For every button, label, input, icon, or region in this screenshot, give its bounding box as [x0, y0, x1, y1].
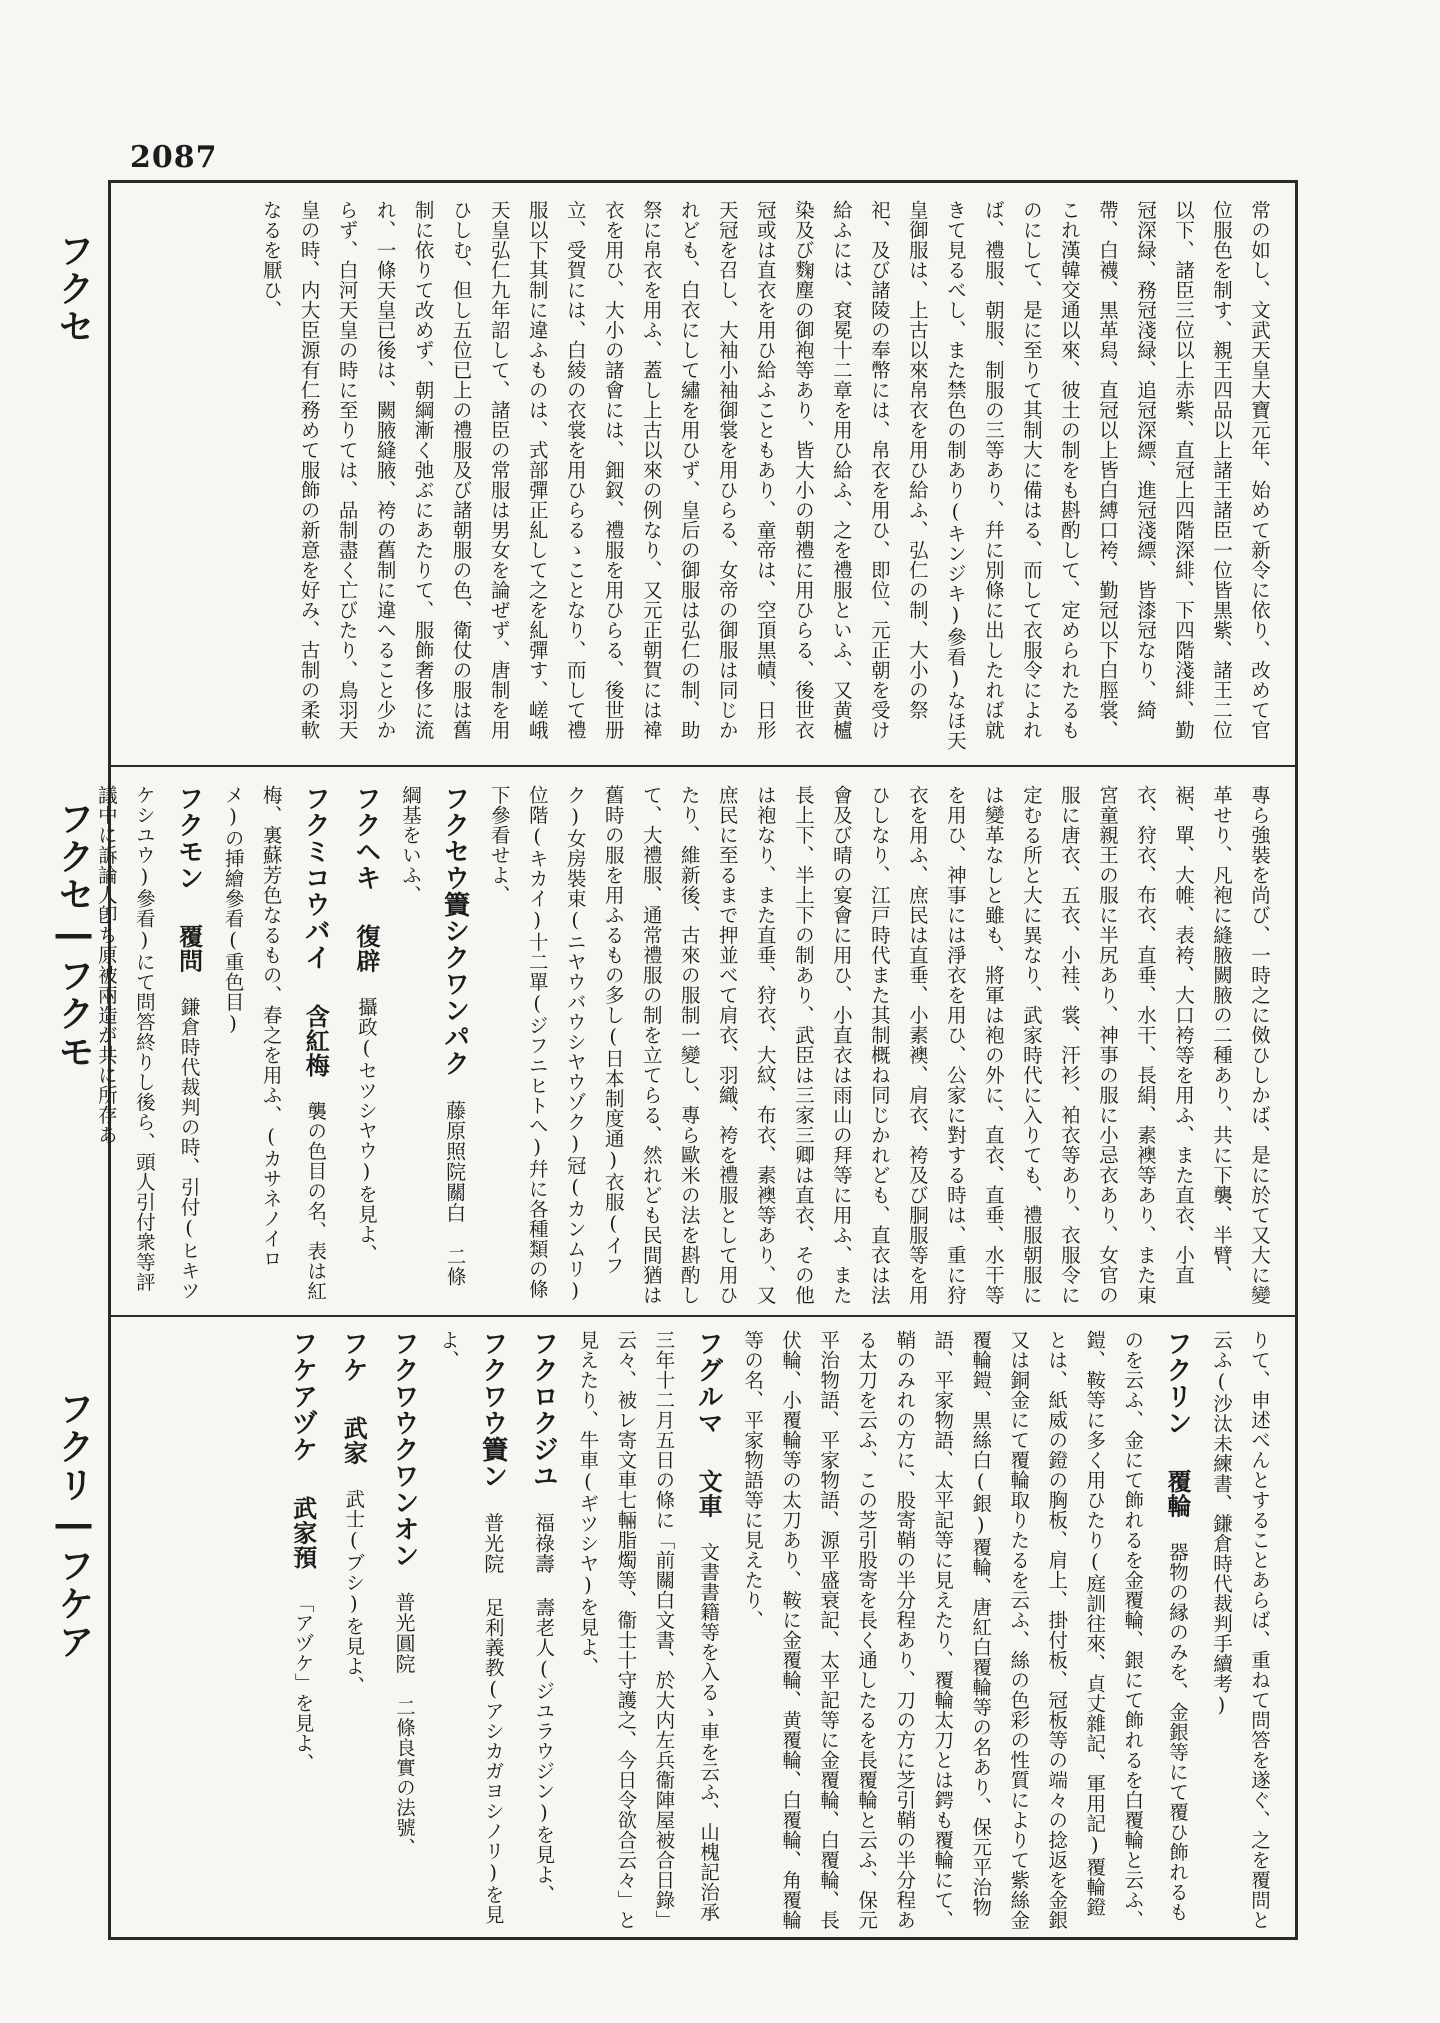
entry-headword: フクワウ簀ン [477, 1330, 508, 1489]
entry-author: 普光院 [480, 1512, 505, 1574]
entry-headword: フグルマ [693, 1330, 724, 1436]
entry-headword: フクヘキ [350, 785, 381, 891]
running-head-upper: フクセ [53, 232, 94, 346]
lower-entry [328, 1330, 379, 1930]
middle-entry [391, 785, 480, 1305]
entry-headword: フクセウ簀シクワンパク [439, 785, 470, 1077]
entry-title: 覆問 [174, 924, 204, 974]
entry-headword: フケアヅケ [287, 1330, 318, 1463]
lower-entry [568, 1330, 733, 1930]
lower-section-text: りて、申述べんとすることあらば、重ねて問答を遂ぐ、之を覆問と云ふ(沙汰未練書、鎌倉時代裁判手續考) [1209, 1330, 1271, 1930]
page-number: 2087 [130, 140, 218, 175]
entry-note: 器物の縁のみを、金銀等にて覆ひ飾れるものを云ふ、金にて飾れるを金覆輪、銀にて飾れるを白覆輪と云ふ、鎧、鞍等に多く用ひたり(庭訓往來、貞丈雜記、軍用記)覆輪鐙とは、紙威の鐙の胸板、肩上、掛付板、冠板等の端々の捻返を金銀又は銅金にて覆輪取りたるを云ふ、絲の色彩の性質によりて紫絲金覆輪鎧、黒絲白(銀)覆輪、唐紅白覆輪等の名あり、保元平治物語、平家物語、太平記等に見えたり、覆輪太刀とは鍔も覆輪にて、鞘のみれの方に、股寄鞘の半分程あり、刀の方に芝引鞘の半分程ある太刀を云ふ、この芝引股寄を長く通したるを長覆輪と云ふ、保元平治物語、平家物語、源平盛衰記、太平記等に金覆輪、白覆輪、長伏輪、小覆輪等の太刀あり、鞍に金覆輪、黄覆輪、白覆輪、角覆輪等の名、平家物語等に見えたり、 [741, 1330, 1189, 1930]
entry-note: 文書書籍等を入るゝ車を云ふ、山槐記治承三年十二月五日の條に「前關白文書、於大内左兵衞陣屋被合日錄」云々、被レ寄文車七輛脂燭等、衞士十守護之、今日令欲合云々」と見えたり、牛車(ギツシヤ)を見よ、 [576, 1330, 721, 1930]
entry-note: 武士(ブシ)を見よ、 [342, 1488, 366, 1696]
entry-headword: フケ [338, 1330, 369, 1383]
entry-title: 武家預 [288, 1495, 318, 1570]
entry-headword: フクロクジユ [528, 1330, 559, 1489]
entry-author: 藤原照院關白 [442, 1100, 467, 1223]
entry-note: 壽老人(ジユラウジン)を見よ、 [532, 1597, 556, 1905]
entry-note: 「アヅケ」を見よ、 [291, 1592, 315, 1773]
upper-section-text: 常の如し、文武天皇大寶元年、始めて新令に依り、改めて官位服色を制す、親王四品以上諸王諸臣一位皆黒紫、諸王二位以下、諸臣三位以上赤紫、直冠上四階深緋、下四階淺緋、勤冠深緑、務冠淺緑、追冠深縹、進冠淺縹、皆漆冠なり、綺帶、白襪、黒革舄、直冠以上皆白縛口袴、勤冠以下白脛裳、これ漢韓交通以來、彼土の制をも斟酌して、定められたるものにして、是に至りて其制大に備はる、而して衣服令によれば、禮服、朝服、制服の三等あり、幷に別條に出したれば就きて見るべし、また禁色の制あり(キンジキ)參看)なほ天皇御服は、上古以來帛衣を用ひ給ふ、弘仁の制、大小の祭祀、及び諸陵の奉幣には、帛衣を用ひ、即位、元正朝を受け給ふには、袞冕十二章を用ひ給ふ、之を禮服といふ、又黄櫨染及び麴塵の御袍等あり、皆大小の朝禮に用ひらる、後世衣冠或は直衣を用ひ給ふこともあり、童帝は、空頂黒幘、日形天冠を召し、大袖小袖御裳を用ひらる、女帝の御服は同じかれども、白衣にして繡を用ひず、皇后の御服は弘仁の制、助祭に帛衣を用ふ、蓋し上古以來の例なり、又元正朝賀には褘衣を用ひ、大小の諸會には、鈿釵、禮服を用ひらる、後世册立、受賀には、白綾の衣裳を用ひらるゝことなり、而して禮服以下其制に違ふものは、式部彈正糺して之を糺彈す、嵯峨天皇弘仁九年詔して、諸臣の常服は男女を論ぜず、唐制を用ひしむ、但し五位已上の禮服及び諸朝服の色、衛仗の服は舊制に依りて改めず、朝綱漸く弛ぶにあたりて、服飾奢侈に流れ、一條天皇已後は、闕腋縫腋、袴の舊制に違へること少からず、白河天皇の時に至りては、品制盡く亡びたり、鳥羽天皇の時、内大臣源有仁務めて服飾の新意を好み、古制の柔軟なるを厭ひ、 [259, 200, 1271, 751]
entry-title: 文車 [694, 1469, 724, 1519]
running-head-lower: フクリ―フケア [53, 1390, 94, 1661]
middle-section-text: 專ら強裝を尚び、一時之に傚ひしかば、是に於て又大に變革せり、凡袍に縫腋闕腋の二種あり、共に下襲、半臂、裾、單、大帷、表袴、大口袴等を用ふ、また直衣、小直衣、狩衣、布衣、直垂、水干、長絹、素襖等あり、また東宮童親王の服に半尻あり、神事の服に小忌衣あり、女官の服に唐衣、五衣、小袿、裳、汗衫、袙衣等あり、衣服令に定むる所と大に異なり、武家時代に入りても、禮服朝服には變革なしと雖も、將軍は袍の外に、直衣、直垂、水干等を用ひ、神事には淨衣を用ひ、公家に對する時は、重に狩衣を用ふ、庶民は直垂、小素襖、肩衣、袴及び胴服等を用ひしなり、江戸時代また其制概ね同じかれども、直衣は法會及び晴の宴會に用ひ、小直衣は雨山の拜等に用ふ、また長上下、半上下の制あり、武臣は三家三卿は直衣、その他は袍なり、また直垂、狩衣、大紋、布衣、素襖等あり、又庶民に至るまで押並べて肩衣、羽織、袴を禮服として用ひたり、維新後、古來の服制一變し、專ら歐米の法を斟酌して、大禮服、通常禮服の制を立てらる、然れども民間猶は舊時の服を用ふるもの多し [601, 785, 1271, 1305]
entry-title: 覆輪 [1162, 1469, 1192, 1519]
entry-headword: フクモン [173, 785, 204, 891]
section-divider-lower [108, 1315, 1298, 1317]
entry-note: 攝政(セツシヤウ)を見よ、 [354, 996, 378, 1264]
lower-entry [429, 1330, 518, 1930]
entry-title: 武家 [339, 1416, 369, 1466]
entry-author: 普光圓院 [391, 1592, 416, 1674]
middle-entry [340, 785, 391, 1305]
entry-headword: フクワウクワンオン [388, 1330, 419, 1569]
entry-note: 二條良實の法號、 [392, 1697, 416, 1858]
entry-note: 鎌倉時代裁判の時、引付(ヒキツケシユウ)參看)にて問答終りし後ら、頭人引付衆等評議中に訴論人卽ち原被兩造が共に所存あ [94, 785, 201, 1301]
entry-note: 襲の色目の名、表は紅梅、裏蘇芳色なるもの、春之を用ふ、(カサネノイロメ)の挿繪參看(重色目) [221, 785, 328, 1301]
section-divider-upper [108, 765, 1298, 767]
lower-entry [518, 1330, 569, 1930]
middle-section [94, 785, 1278, 1305]
middle-entry [87, 785, 214, 1305]
lower-entry [378, 1330, 429, 1930]
entry-headword: フクミコウバイ [300, 785, 331, 971]
entry-title: 復辟 [351, 924, 381, 974]
lower-section [128, 1330, 1278, 1930]
running-head-middle: フクセ―フクモ [53, 800, 94, 1071]
entry-note: 足利義教(アシカガヨシノリ)を見よ、 [437, 1330, 505, 1925]
lower-entry [733, 1330, 1202, 1930]
entry-headword: フクリン [1161, 1330, 1192, 1436]
entry-author: 福祿壽 [531, 1512, 556, 1574]
middle-entry [214, 785, 341, 1305]
entry-note: 二條綱基をいふ、 [398, 785, 467, 1287]
middle-section-text-after: (日本制度通)衣服(イフク)女房裝束(ニヤウバウシヤウゾク)冠(カンムリ)位階(キカイ)十二單(ジフニヒトへ)幷に各種類の條下參看せよ、 [487, 785, 625, 1303]
entry-title: 含紅梅 [301, 1003, 331, 1078]
lower-entry [277, 1330, 328, 1930]
